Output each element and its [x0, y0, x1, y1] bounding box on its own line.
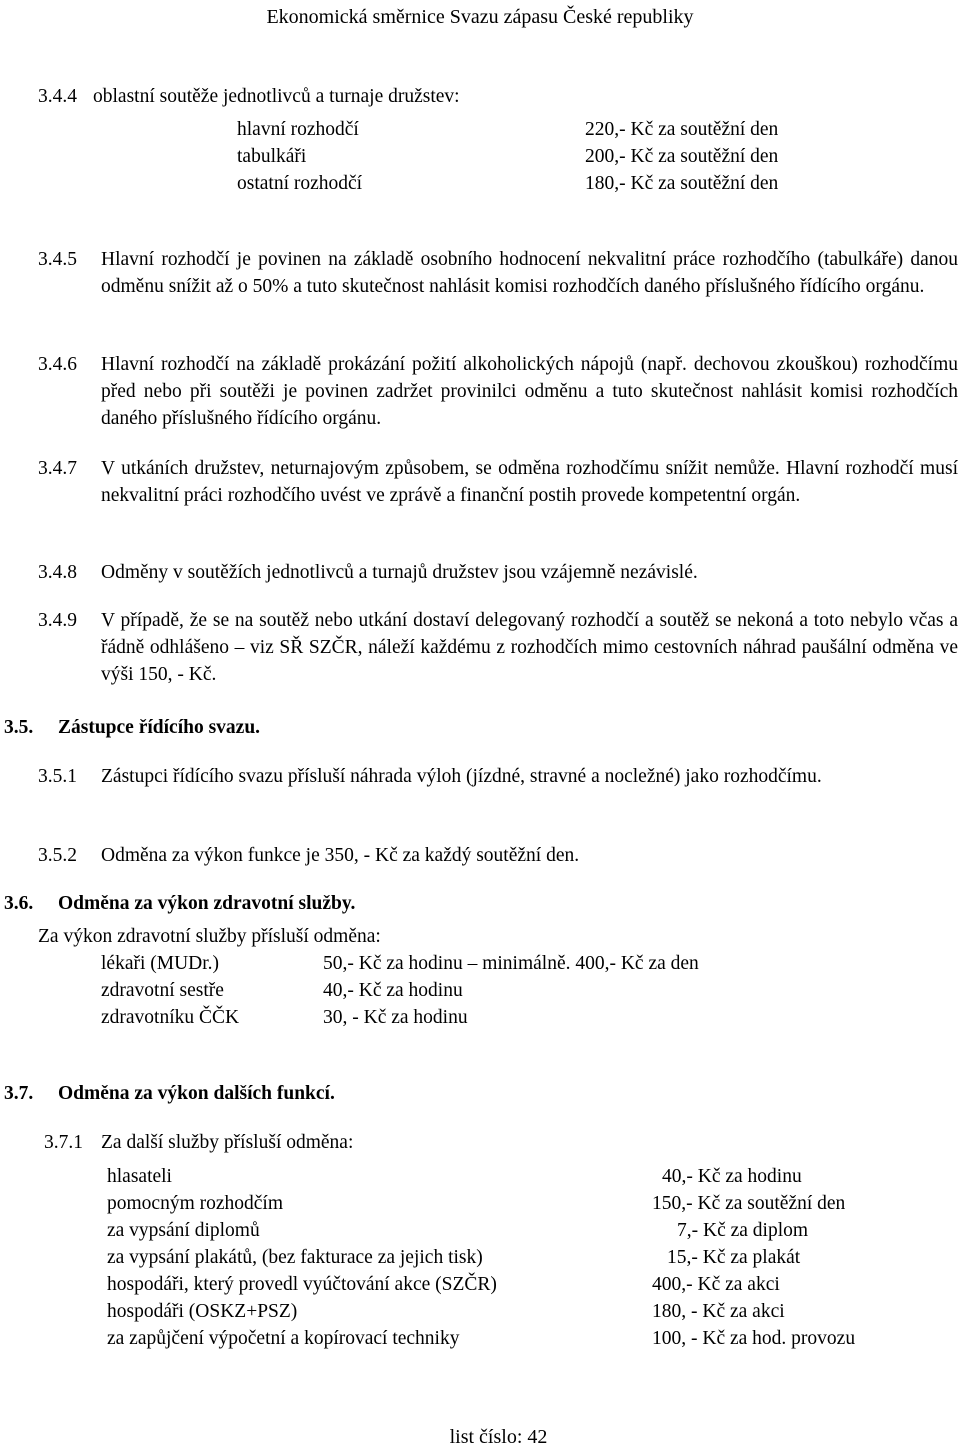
section-3-4-8-number: 3.4.8 [38, 562, 77, 583]
section-3-6-intro: Za výkon zdravotní služby přísluší odměna: [38, 926, 381, 947]
fee-role-scorers: tabulkáři [237, 146, 307, 167]
service-role-treasurer-szcr: hospodáři, který provedl vyúčtování akce (SZČR) [107, 1274, 497, 1295]
fee-role-other-referees: ostatní rozhodčí [237, 173, 363, 194]
section-3-4-9-number: 3.4.9 [38, 610, 77, 631]
medic-role-red-cross: zdravotníku ČČK [101, 1007, 240, 1028]
section-3-4-5-text: Hlavní rozhodčí je povinen na základě osobního hodnocení nekvalitní práce rozhodčího (tabulkáře) danou odměnu snížit až o 50% a tuto skutečnost nahlásit komisi rozhodčích daného příslušného řídícího orgánu. [101, 249, 958, 297]
medic-amount-doctor: 50,- Kč za hodinu – minimálně. 400,- Kč za den [323, 953, 699, 974]
medic-amount-nurse: 40,- Kč za hodinu [323, 980, 463, 1001]
section-3-4-6-number: 3.4.6 [38, 354, 77, 375]
service-amount-assistant-referee: 150,- Kč za soutěžní den [652, 1193, 846, 1214]
page-number: list číslo: 42 [449, 1426, 548, 1448]
medic-role-doctor: lékaři (MUDr.) [101, 953, 220, 974]
section-3-4-8-text: Odměny v soutěžích jednotlivců a turnajů družstev jsou vzájemně nezávislé. [101, 562, 698, 583]
section-3-6-heading: Odměna za výkon zdravotní služby. [58, 893, 356, 914]
fee-amount-other-referees: 180,- Kč za soutěžní den [585, 173, 779, 194]
fee-role-chief-referee: hlavní rozhodčí [237, 119, 359, 140]
service-amount-computer-rental: 100, - Kč za hod. provozu [652, 1328, 856, 1349]
section-3-4-4-number: 3.4.4 [38, 86, 77, 107]
service-amount-announcer: 40,- Kč za hodinu [662, 1166, 802, 1187]
section-3-5-2-number: 3.5.2 [38, 845, 77, 866]
section-3-5-2-text: Odměna za výkon funkce je 350, - Kč za každý soutěžní den. [101, 845, 580, 866]
section-3-7-1-text: Za další služby přísluší odměna: [101, 1132, 354, 1153]
service-role-assistant-referee: pomocným rozhodčím [107, 1193, 284, 1214]
service-role-diplomas: za vypsání diplomů [107, 1220, 260, 1241]
medic-amount-red-cross: 30, - Kč za hodinu [323, 1007, 468, 1028]
section-3-5-number: 3.5. [4, 717, 34, 738]
medic-role-nurse: zdravotní sestře [101, 980, 224, 1001]
service-amount-treasurer-oskz: 180, - Kč za akci [652, 1301, 785, 1322]
section-3-4-6-text: Hlavní rozhodčí na základě prokázání požití alkoholických nápojů (např. dechovou zkouškou) rozhodčímu před nebo při soutěži je povinen zadržet provinilci odměnu a tuto skutečnost nahlásit komisi rozhodčích daného příslušného řídícího orgánu. [101, 354, 958, 429]
section-3-4-9-text: V případě, že se na soutěž nebo utkání dostaví delegovaný rozhodčí a soutěž se nekoná a toto nebylo včas a řádně odhlášeno – viz SŘ SZČR, náleží každému z rozhodčích mimo cestovních náhrad paušální odměna ve výši 150, - Kč. [101, 610, 958, 685]
section-3-4-7-text: V utkáních družstev, neturnajovým způsobem, se odměna rozhodčímu snížit nemůže. Hlavní rozhodčí musí nekvalitní práci rozhodčího uvést ve zprávě a finanční postih provede kompetentní orgán. [101, 458, 958, 506]
service-amount-posters: 15,- Kč za plakát [667, 1247, 801, 1268]
service-role-treasurer-oskz: hospodáři (OSKZ+PSZ) [107, 1301, 298, 1322]
section-3-5-1-text: Zástupci řídícího svazu přísluší náhrada výloh (jízdné, stravné a nocležné) jako rozhodčímu. [101, 766, 822, 787]
service-role-posters: za vypsání plakátů, (bez fakturace za jejich tisk) [107, 1247, 483, 1268]
service-role-announcer: hlasateli [107, 1166, 172, 1187]
service-amount-diplomas: 7,- Kč za diplom [677, 1220, 809, 1241]
section-3-5-1-number: 3.5.1 [38, 766, 77, 787]
fee-amount-chief-referee: 220,- Kč za soutěžní den [585, 119, 779, 140]
fee-amount-scorers: 200,- Kč za soutěžní den [585, 146, 779, 167]
section-3-7-1-number: 3.7.1 [44, 1132, 83, 1153]
section-3-7-number: 3.7. [4, 1083, 34, 1104]
service-amount-treasurer-szcr: 400,- Kč za akci [652, 1274, 780, 1295]
section-3-5-heading: Zástupce řídícího svazu. [58, 717, 261, 738]
section-3-4-4-text: oblastní soutěže jednotlivců a turnaje družstev: [93, 86, 460, 107]
page-header: Ekonomická směrnice Svazu zápasu České republiky [266, 6, 694, 28]
section-3-4-7-number: 3.4.7 [38, 458, 77, 479]
service-role-computer-rental: za zapůjčení výpočetní a kopírovací techniky [107, 1328, 460, 1349]
section-3-4-5-number: 3.4.5 [38, 249, 77, 270]
section-3-7-heading: Odměna za výkon dalších funkcí. [58, 1083, 335, 1104]
section-3-6-number: 3.6. [4, 893, 34, 914]
